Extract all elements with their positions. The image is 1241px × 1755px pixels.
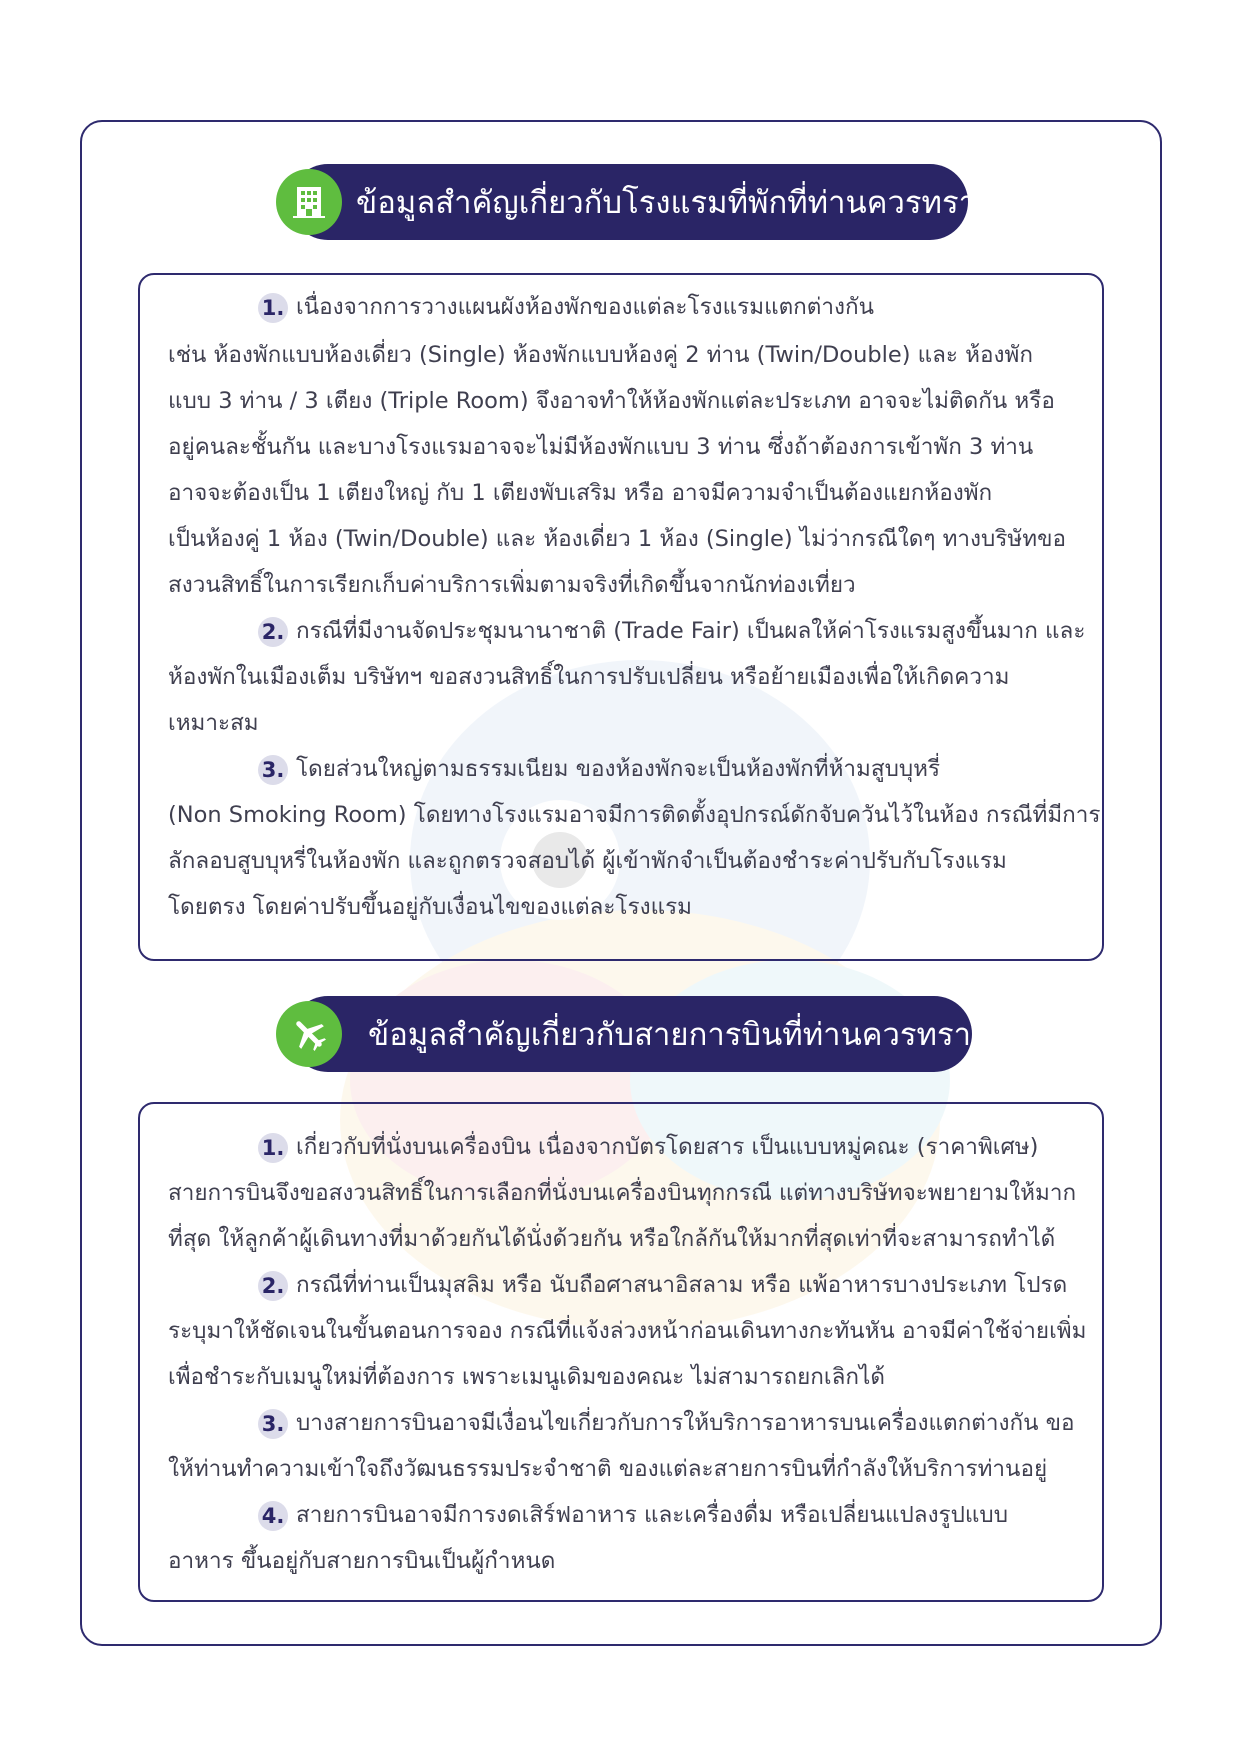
hotel-item-3-line-4: โดยตรง โดยค่าปรับขึ้นอยู่กับเงื่อนไขของแต่ละโรงแรม xyxy=(168,894,693,920)
airline-item-2-line-3: เพื่อชำระกับเมนูใหม่ที่ต้องการ เพราะเมนูเดิมของคณะ ไม่สามารถยกเลิกได้ xyxy=(168,1364,885,1390)
airline-item-4-number: 4. xyxy=(258,1501,288,1531)
hotel-item-1-number: 1. xyxy=(258,293,288,323)
airline-item-2-line-2: ระบุมาให้ชัดเจนในขั้นตอนการจอง กรณีที่แจ้งล่วงหน้าก่อนเดินทางกะทันหัน อาจมีค่าใช้จ่ายเพิ่ม xyxy=(168,1318,1087,1344)
hotel-section-title: ข้อมูลสำคัญเกี่ยวกับโรงแรมที่พักที่ท่านควรทราบ xyxy=(356,185,996,221)
hotel-item-3-number: 3. xyxy=(258,755,288,785)
hotel-item-1-line-4: อยู่คนละชั้นกัน และบางโรงแรมอาจจะไม่มีห้องพักแบบ 3 ท่าน ซึ่งถ้าต้องการเข้าพัก 3 ท่าน xyxy=(168,434,1034,460)
airline-item-3-number: 3. xyxy=(258,1409,288,1439)
airline-item-1-line-1: 1. เกี่ยวกับที่นั่งบนเครื่องบิน เนื่องจากบัตรโดยสาร เป็นแบบหมู่คณะ (ราคาพิเศษ) xyxy=(258,1132,1038,1163)
hotel-item-2-number: 2. xyxy=(258,617,288,647)
hotel-section-banner xyxy=(290,164,996,240)
hotel-item-1-line-7: สงวนสิทธิ์ในการเรียกเก็บค่าบริการเพิ่มตามจริงที่เกิดขึ้นจากนักท่องเที่ยว xyxy=(168,572,856,598)
airline-item-2-number: 2. xyxy=(258,1271,288,1301)
airline-item-3-line-2: ให้ท่านทำความเข้าใจถึงวัฒนธรรมประจำชาติ ของแต่ละสายการบินที่กำลังให้บริการท่านอยู่ xyxy=(168,1456,1048,1482)
hotel-building-icon xyxy=(276,169,342,235)
airline-item-4-line-1: 4. สายการบินอาจมีการงดเสิร์ฟอาหาร และเครื่องดื่ม หรือเปลี่ยนแปลงรูปแบบ xyxy=(258,1500,1008,1531)
hotel-item-3-line-1: 3. โดยส่วนใหญ่ตามธรรมเนียม ของห้องพักจะเป็นห้องพักที่ห้ามสูบบุหรี่ xyxy=(258,754,940,785)
airline-section-title: ข้อมูลสำคัญเกี่ยวกับสายการบินที่ท่านควรทราบ xyxy=(368,1017,991,1053)
airline-item-2-line-1: 2. กรณีที่ท่านเป็นมุสลิม หรือ นับถือศาสนาอิสลาม หรือ แพ้อาหารบางประเภท โปรด xyxy=(258,1270,1067,1301)
hotel-item-1-line-6: เป็นห้องคู่ 1 ห้อง (Twin/Double) และ ห้องเดี่ยว 1 ห้อง (Single) ไม่ว่ากรณีใดๆ ทางบริษัทขอ xyxy=(168,526,1066,552)
airline-item-1-line-3: ที่สุด ให้ลูกค้าผู้เดินทางที่มาด้วยกันได้นั่งด้วยกัน หรือใกล้กันให้มากที่สุดเท่าที่จะสามารถทำได้ xyxy=(168,1226,1056,1252)
airline-item-3-line-1: 3. บางสายการบินอาจมีเงื่อนไขเกี่ยวกับการให้บริการอาหารบนเครื่องแตกต่างกัน ขอ xyxy=(258,1408,1075,1439)
airplane-icon xyxy=(276,1001,342,1067)
hotel-item-1-line-5: อาจจะต้องเป็น 1 เตียงใหญ่ กับ 1 เตียงพับเสริม หรือ อาจมีความจำเป็นต้องแยกห้องพัก xyxy=(168,480,993,506)
airline-section-banner xyxy=(290,996,991,1072)
hotel-item-2-line-1: 2. กรณีที่มีงานจัดประชุมนานาชาติ (Trade Fair) เป็นผลให้ค่าโรงแรมสูงขึ้นมาก และ xyxy=(258,616,1085,647)
hotel-item-3-line-3: ลักลอบสูบบุหรี่ในห้องพัก และถูกตรวจสอบได้ ผู้เข้าพักจำเป็นต้องชำระค่าปรับกับโรงแรม xyxy=(168,848,1007,874)
airline-item-1-number: 1. xyxy=(258,1133,288,1163)
hotel-item-2-line-2: ห้องพักในเมืองเต็ม บริษัทฯ ขอสงวนสิทธิ์ในการปรับเปลี่ยน หรือย้ายเมืองเพื่อให้เกิดความ xyxy=(168,664,1010,690)
airline-item-1-line-2: สายการบินจึงขอสงวนสิทธิ์ในการเลือกที่นั่งบนเครื่องบินทุกกรณี แต่ทางบริษัทจะพยายามให้มาก xyxy=(168,1180,1077,1206)
hotel-item-1-line-1: 1. เนื่องจากการวางแผนผังห้องพักของแต่ละโรงแรมแตกต่างกัน xyxy=(258,292,874,323)
airline-item-4-line-2: อาหาร ขึ้นอยู่กับสายการบินเป็นผู้กำหนด xyxy=(168,1548,556,1574)
hotel-item-1-line-2: เช่น ห้องพักแบบห้องเดี่ยว (Single) ห้องพักแบบห้องคู่ 2 ท่าน (Twin/Double) และ ห้องพัก xyxy=(168,342,1033,368)
hotel-item-2-line-3: เหมาะสม xyxy=(168,710,259,736)
hotel-item-1-line-3: แบบ 3 ท่าน / 3 เตียง (Triple Room) จึงอาจทำให้ห้องพักแต่ละประเภท อาจจะไม่ติดกัน หรือ xyxy=(168,388,1055,414)
hotel-item-3-line-2: (Non Smoking Room) โดยทางโรงแรมอาจมีการติดตั้งอุปกรณ์ดักจับควันไว้ในห้อง กรณีที่มีการ xyxy=(168,802,1101,828)
